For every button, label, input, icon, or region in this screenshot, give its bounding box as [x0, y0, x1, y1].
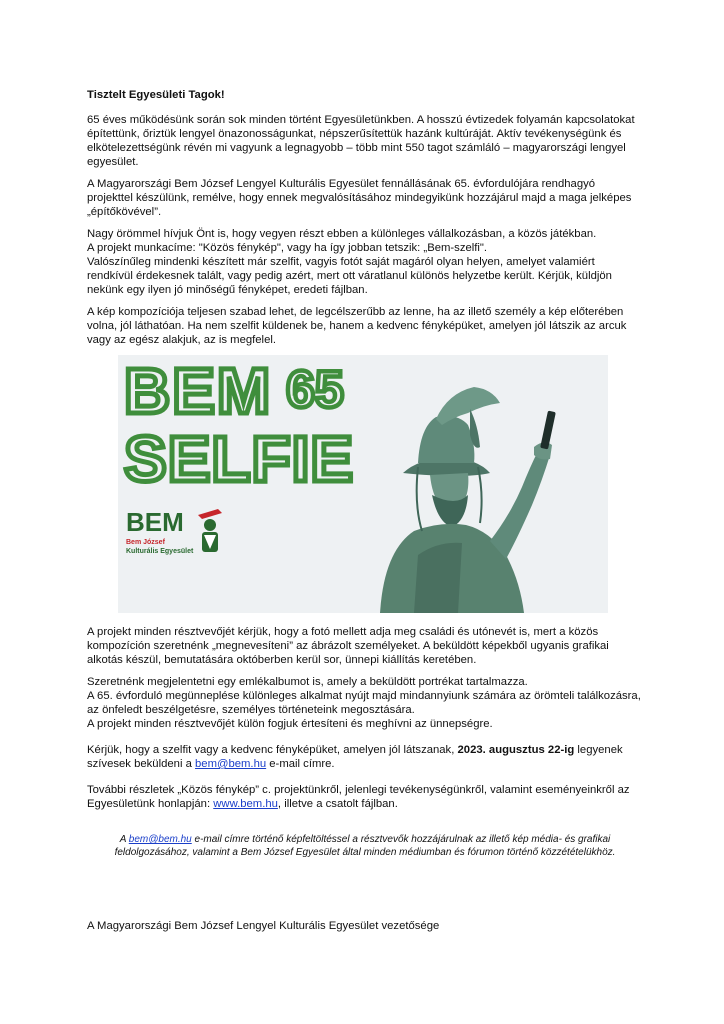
paragraph-history: 65 éves működésünk során sok minden történt Egyesületünkben. A hosszú évtizedek folyamán kapcsolatokat építettünk, őriztük lengyel önazonosságunkat, népszerűsítettük hazánk kultúráját. Aktív tevékenységünk és elkötelezettségünk révén mi vagyunk a legnagyobb – több mint 550 tagot számláló – magyarországi lengyel egyesület.	[87, 114, 635, 168]
celebration-line: A 65. évforduló megünneplése különleges alkalmat nyújt majd mindannyiunk számára az örömteli találkozásra, az önfeledt beszélgetésre, személyes történeteink megosztására.	[87, 690, 641, 716]
website-link[interactable]: www.bem.hu	[213, 798, 278, 810]
banner-word-bem: BEM	[124, 355, 273, 427]
logo-line-association: Kulturális Egyesület	[126, 548, 194, 555]
paragraph-names: A projekt minden résztvevőjét kérjük, hogy a fotó mellett adja meg családi és utónevét is, mert a közös kompozíción szeretnénk „megnevesíteni” az ábrázolt személyeket. A beküldött képekből ugyanis grafikai alkotás készül, bemutatására októberben kerül sor, ünnepi kiállítás keretében.	[87, 626, 609, 666]
bem-selfie-banner	[118, 355, 608, 613]
paragraph-anniversary: A Magyarországi Bem József Lengyel Kulturális Egyesület fennállásának 65. évfordulójára rendhagyó projekttel készülünk, remélve, hogy ennek megvalósításához mindegyikünk hozzájárul majd a maga jelképes „építőkövével”.	[87, 178, 632, 218]
banner-artwork	[118, 355, 608, 613]
notice-text-start: A	[119, 834, 129, 845]
banner-word-selfie: SELFIE	[124, 423, 355, 495]
paragraph-composition: A kép kompozíciója teljesen szabad lehet, de legcélszerűbb az lenne, ha az illető személy a kép előterében volna, jól láthatóan. Ha nem szelfit küldenek be, hanem a kedvenc fényképüket, amelyen jól látszik az arcuk vagy az egész alakjuk, az is megfelel.	[87, 306, 627, 346]
logo-word-bem: BEM	[126, 507, 184, 537]
deadline-date: 2023. augusztus 22-ig	[457, 744, 575, 756]
notice-email-link[interactable]: bem@bem.hu	[128, 834, 192, 845]
greeting: Tisztelt Egyesületi Tagok!	[87, 89, 225, 101]
letter-body	[87, 88, 643, 859]
signature: A Magyarországi Bem József Lengyel Kulturális Egyesület vezetősége	[87, 920, 440, 932]
album-line: Szeretnénk megjelentetni egy emlékalbumot is, amely a beküldött portrékat tartalmazza.	[87, 676, 528, 688]
invitation-line: Nagy örömmel hívjuk Önt is, hogy vegyen részt ebben a különleges vállalkozásban, a közös játékban.	[87, 228, 597, 240]
banner-number-65: 65	[286, 361, 344, 419]
project-title-line: A projekt munkacíme: "Közös fénykép", vagy ha így jobban tetszik: „Bem-szelfi".	[87, 242, 488, 254]
details-text-end: , illetve a csatolt fájlban.	[277, 798, 398, 810]
logo-line-name: Bem József	[126, 539, 165, 546]
consent-notice	[87, 833, 643, 859]
notice-text: e-mail címre történő képfeltöltéssel a résztvevők hozzájárulnak az illető kép média- és grafikai feldolgozásához, valamint a Bem József Egyesület által minden médiumban és fórumon történő közzétételükhöz.	[114, 834, 616, 858]
deadline-text: Kérjük, hogy a szelfit vagy a kedvenc fényképüket, amelyen jól látszanak,	[87, 744, 458, 756]
selfie-request-line: Valószínűleg mindenki készített már szelfit, vagyis fotót saját magáról olyan helyen, amelyet valamiért rendkívül érdekesnek talált, vagy pedig azért, mert ott váratlanul különös helyzetbe került. Kérjük, küldjön nekünk egy ilyen jó minőségű fényképet, eredeti fájlban.	[87, 256, 612, 296]
paragraph-invitation	[87, 227, 643, 297]
deadline-text-middle: legyenek szívesek beküldeni a	[87, 744, 623, 770]
details-text: További részletek „Közös fénykép” c. projektünkről, jelenlegi tevékenységünkről, valamint eseményeinkről az Egyesületünk honlapján:	[87, 784, 630, 810]
invite-line: A projekt minden résztvevőjét külön fogjuk értesíteni és meghívni az ünnepségre.	[87, 718, 493, 730]
deadline-text-end: e-mail címre.	[266, 758, 335, 770]
paragraph-deadline	[87, 743, 643, 771]
paragraph-album	[87, 675, 643, 731]
paragraph-details	[87, 783, 643, 811]
email-link[interactable]: bem@bem.hu	[195, 758, 267, 770]
